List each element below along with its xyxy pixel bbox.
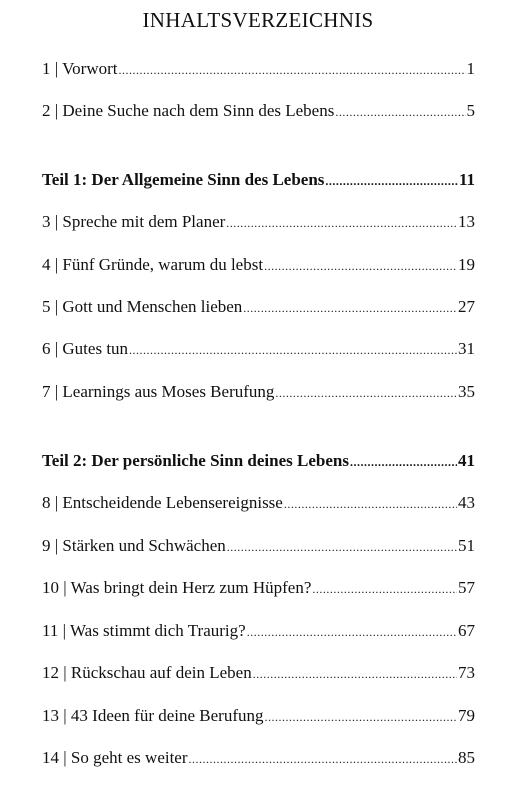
- toc-entry-lieben[interactable]: [42, 295, 475, 319]
- toc-entry-label: 11 | Was stimmt dich Traurig?: [42, 621, 246, 640]
- toc-dot-leader: [284, 492, 457, 516]
- toc-entry-traurig[interactable]: [42, 619, 475, 643]
- toc-entry-page: 51: [458, 536, 475, 555]
- toc-entry-page: 85: [458, 748, 475, 767]
- toc-entry-label: 10 | Was bringt dein Herz zum Hüpfen?: [42, 578, 312, 597]
- toc-entry-ideen[interactable]: [42, 704, 475, 728]
- toc-entry-page: 79: [458, 706, 475, 725]
- toc-part-2[interactable]: [42, 449, 475, 473]
- toc-entry-label: 7 | Learnings aus Moses Berufung: [42, 382, 275, 401]
- toc-dot-leader: [119, 58, 466, 82]
- toc-entry-staerken[interactable]: [42, 534, 475, 558]
- toc-entry-page: 27: [458, 297, 475, 316]
- toc-dot-leader: [227, 535, 457, 559]
- toc-dot-leader: [312, 577, 457, 601]
- toc-entry-label: 4 | Fünf Gründe, warum du lebst: [42, 255, 264, 274]
- toc-part-label: Teil 1: Der Allgemeine Sinn des Lebens: [42, 170, 325, 189]
- toc-entry-label: 8 | Entscheidende Lebensereignisse: [42, 493, 283, 512]
- toc-entry-page: 1: [466, 59, 475, 78]
- toc-part-label: Teil 2: Der persönliche Sinn deines Lebens: [42, 451, 349, 470]
- toc-entry-weiter[interactable]: [42, 746, 475, 770]
- toc-entry-page: 57: [458, 578, 475, 597]
- toc-entry-gruende[interactable]: [42, 253, 475, 277]
- toc-dot-leader: [129, 338, 457, 362]
- toc-entry-suche[interactable]: [42, 99, 475, 123]
- toc-dot-leader: [243, 296, 457, 320]
- toc-entry-label: 6 | Gutes tun: [42, 339, 129, 358]
- toc-dot-leader: [265, 705, 458, 729]
- toc-entry-planer[interactable]: [42, 210, 475, 234]
- toc-dot-leader: [325, 169, 458, 193]
- toc-entry-page: 67: [458, 621, 475, 640]
- toc-entry-page: 31: [458, 339, 475, 358]
- toc-entry-herz[interactable]: [42, 576, 475, 600]
- toc-entry-label: 1 | Vorwort: [42, 59, 118, 78]
- toc-part-1[interactable]: [42, 168, 475, 192]
- toc-dot-leader: [264, 254, 457, 278]
- toc-entry-label: 13 | 43 Ideen für deine Berufung: [42, 706, 264, 725]
- toc-entry-lebensereignisse[interactable]: [42, 491, 475, 515]
- toc-entry-page: 43: [458, 493, 475, 512]
- toc-entry-label: 3 | Spreche mit dem Planer: [42, 212, 226, 231]
- toc-part-page: 41: [458, 451, 475, 470]
- toc-dot-leader: [226, 211, 457, 235]
- toc-dot-leader: [253, 662, 457, 686]
- toc-title: INHALTSVERZEICHNIS: [142, 8, 374, 32]
- toc-entry-vorwort[interactable]: [42, 57, 475, 81]
- toc-entry-rueckschau[interactable]: [42, 661, 475, 685]
- toc-entry-moses[interactable]: [42, 380, 475, 404]
- toc-entry-page: 35: [458, 382, 475, 401]
- toc-entry-label: 12 | Rückschau auf dein Leben: [42, 663, 252, 682]
- toc-dot-leader: [335, 100, 465, 124]
- toc-entry-page: 5: [466, 101, 475, 120]
- toc-dot-leader: [350, 450, 457, 474]
- toc-dot-leader: [247, 620, 457, 644]
- toc-entry-label: 9 | Stärken und Schwächen: [42, 536, 226, 555]
- toc-entry-page: 13: [458, 212, 475, 231]
- toc-entry-label: 14 | So geht es weiter: [42, 748, 188, 767]
- toc-dot-leader: [275, 381, 457, 405]
- toc-entry-gutes-tun[interactable]: [42, 337, 475, 361]
- toc-entry-page: 73: [458, 663, 475, 682]
- toc-dot-leader: [189, 747, 457, 771]
- toc-entry-label: 2 | Deine Suche nach dem Sinn des Lebens: [42, 101, 335, 120]
- toc-part-page: 11: [458, 170, 475, 189]
- toc-entry-label: 5 | Gott und Menschen lieben: [42, 297, 243, 316]
- toc-entry-page: 19: [458, 255, 475, 274]
